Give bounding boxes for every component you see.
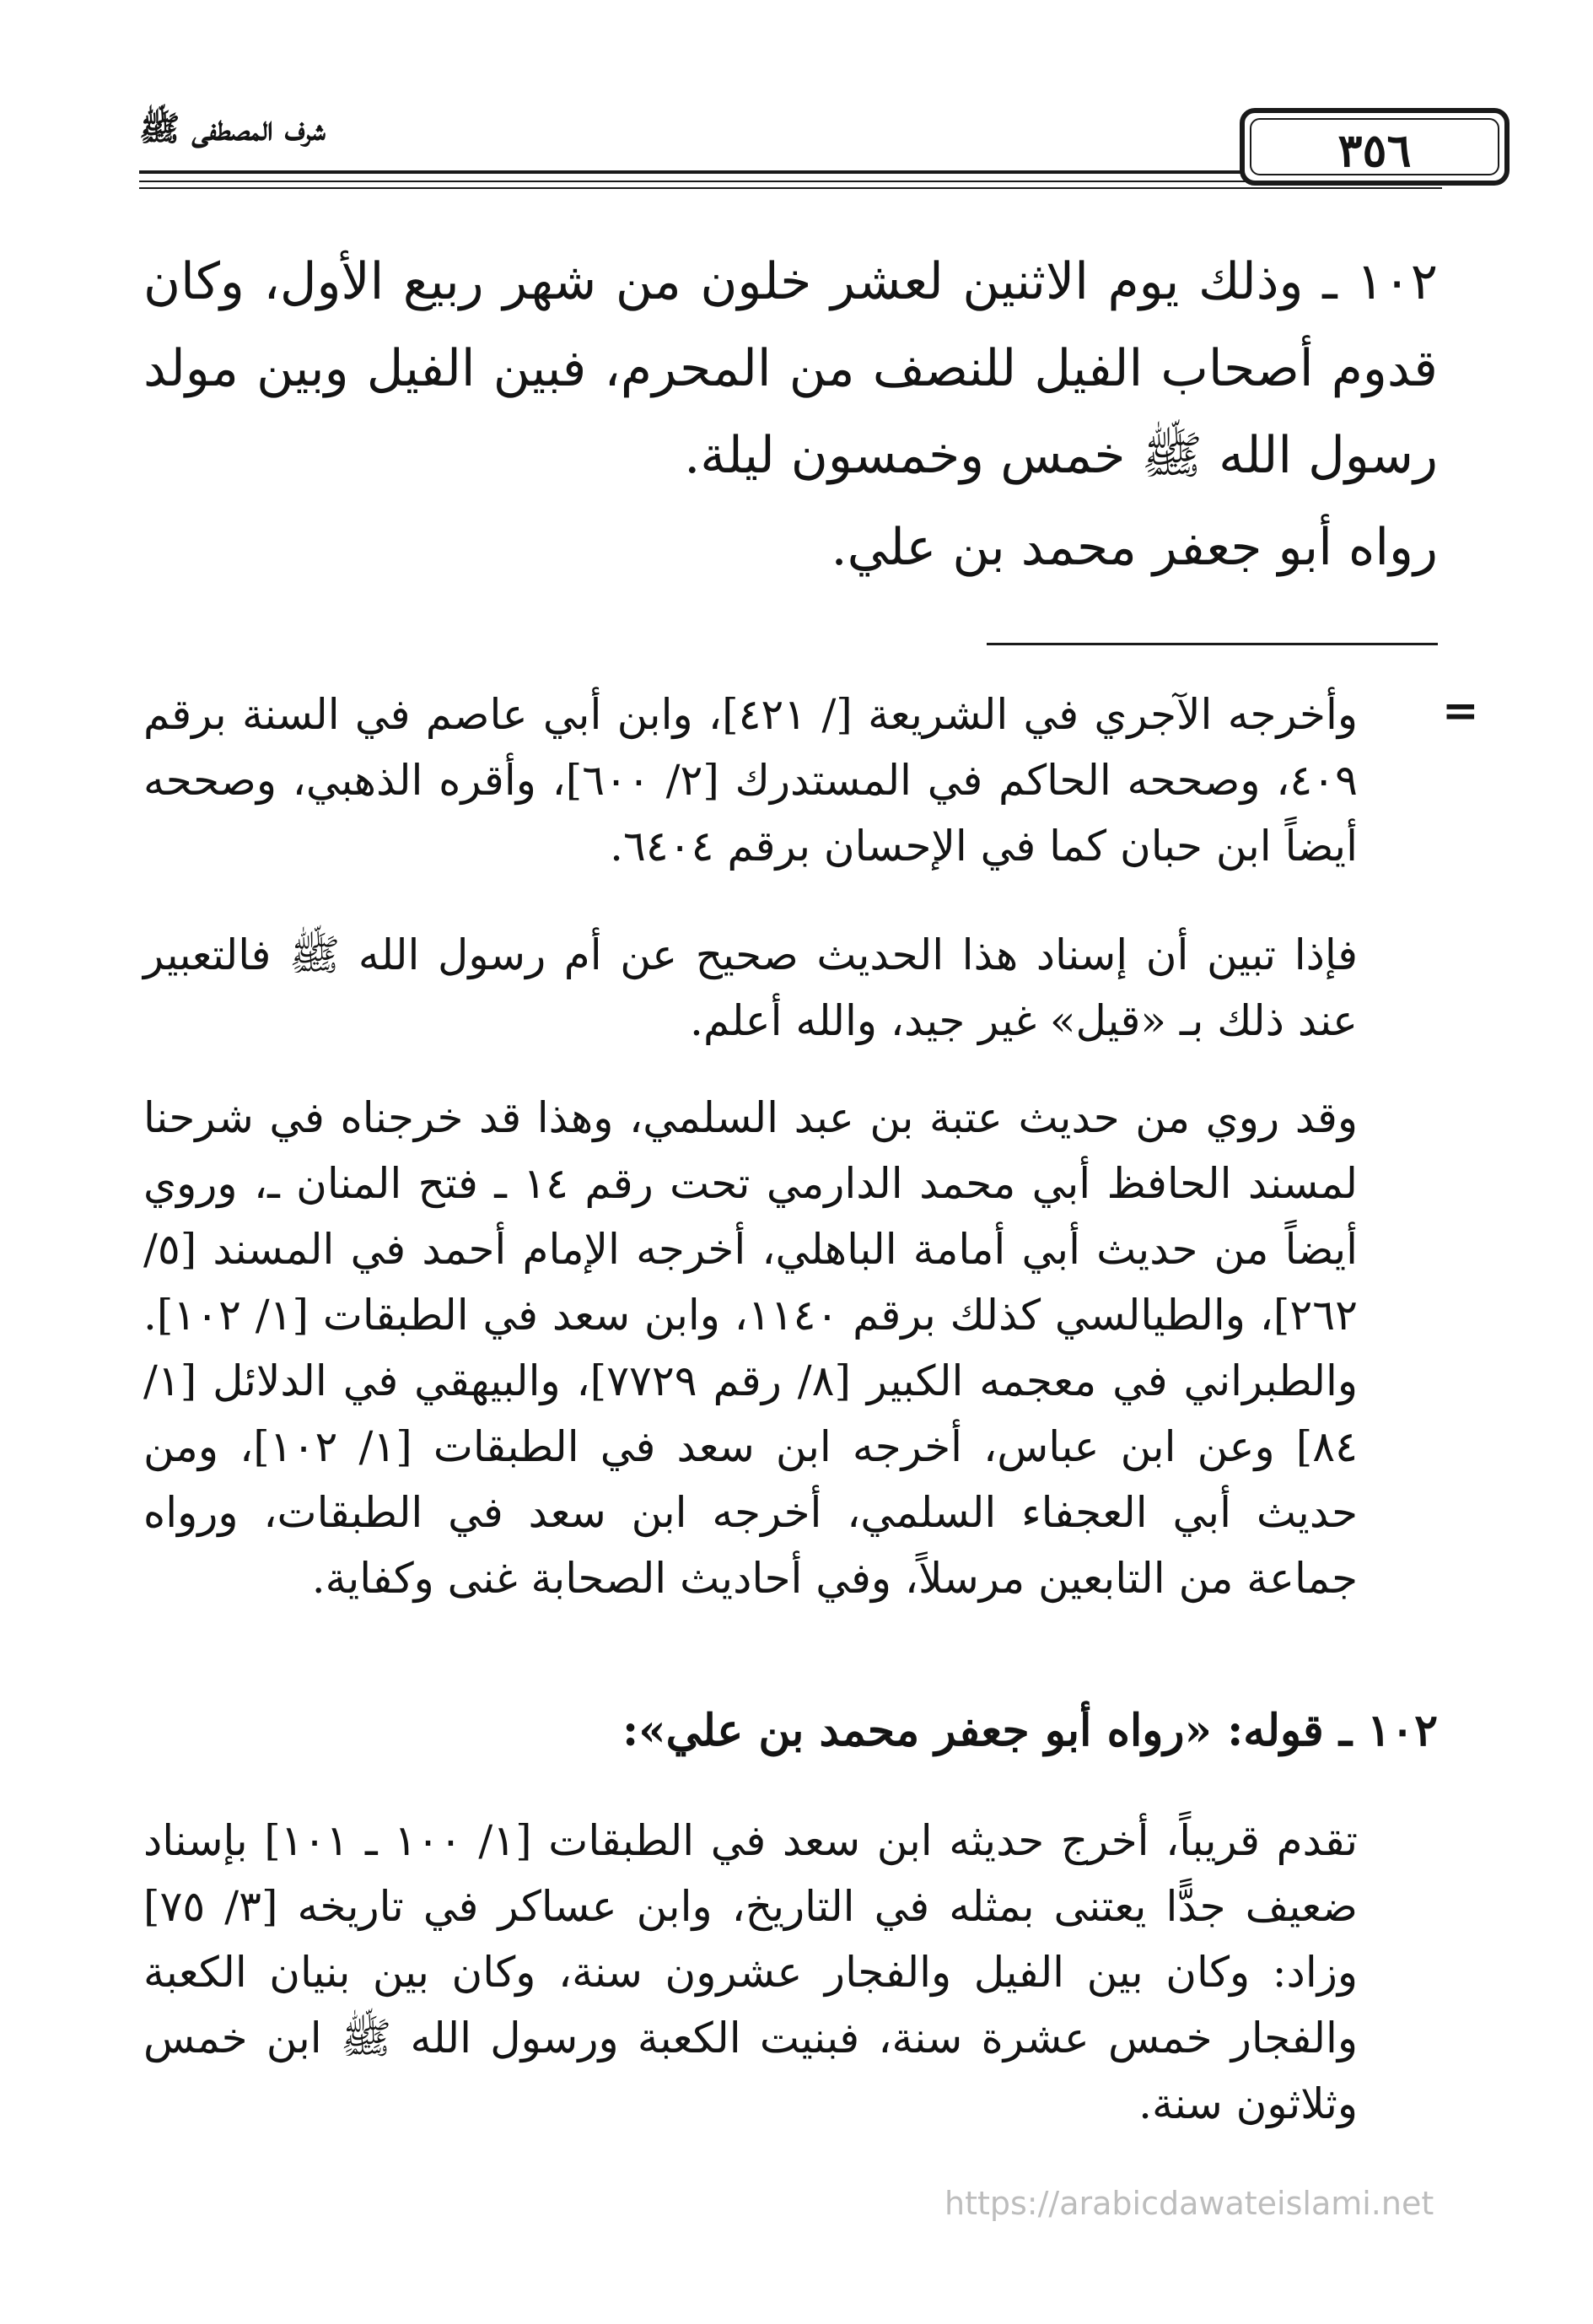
footnote-continued-mark: = <box>1442 685 1479 736</box>
footnote-paragraph-conclusion: فإذا تبين أن إسناد هذا الحديث صحيح عن أم رسول الله ﷺ فالتعبير عند ذلك بـ «قيل» غير جيد، والله أعلم. <box>143 930 1358 1045</box>
footnote-separator <box>987 643 1438 645</box>
page-header <box>139 100 1442 192</box>
footnote-paragraph-commentary: تقدم قريباً، أخرج حديثه ابن سعد في الطبقات [١/ ١٠٠ ـ ١٠١] بإسناد ضعيف جدًّا يعتنى بمثله في التاريخ، وابن عساكر في تاريخه [٣/ ٧٥] وزاد: وكان بين الفيل والفجار عشرون سنة، وكان بين بنيان الكعبة والفجار خمس عشرة سنة، فبنيت الكعبة ورسول الله ﷺ ابن خمس وثلاثون سنة. <box>143 1816 1359 2128</box>
footnote-paragraph-sources: وأخرجه الآجري في الشريعة [/ ٤٢١]، وابن أبي عاصم في السنة برقم ٤٠٩، وصححه الحاكم في المستدرك [٢/ ٦٠٠]، وأقره الذهبي، وصححه أيضاً ابن حبان كما في الإحسان برقم ٦٤٠٤. <box>143 690 1358 871</box>
footnote-paragraph-narrations: وقد روي من حديث عتبة بن عبد السلمي، وهذا قد خرجناه في شرحنا لمسند الحافظ أبي محمد الدارمي تحت رقم ١٤ ـ فتح المنان ـ، وروي أيضاً من حديث أبي أمامة الباهلي، أخرجه الإمام أحمد في المسند [٥/ ٢٦٢]، والطيالسي كذلك برقم ١١٤٠، وابن سعد في الطبقات [١/ ١٠٢]. والطبراني في معجمه الكبير [٨/ رقم ٧٧٢٩]، والبيهقي في الدلائل [١/ ٨٤] وعن ابن عباس، أخرجه ابن سعد في الطبقات [١/ ١٠٢]، ومن حديث أبي العجفاء السلمي، أخرجه ابن سعد في الطبقات، ورواه جماعة من التابعين مرسلاً، وفي أحاديث الصحابة غنى وكفاية. <box>143 1093 1359 1603</box>
website-watermark: https://arabicdawateislami.net <box>944 2185 1434 2222</box>
page-number: ٣٥٦ <box>1337 123 1412 177</box>
running-title: شرف المصطفى ﷺ <box>139 109 326 148</box>
page-number-frame <box>1240 108 1510 186</box>
footnote-heading-102: ١٠٢ ـ قوله: «رواه أبو جعفر محمد بن علي»: <box>622 1705 1438 1756</box>
main-paragraph-narrator: رواه أبو جعفر محمد بن علي. <box>831 518 1438 577</box>
header-rule-thin-lower <box>139 187 1442 189</box>
main-paragraph-102: ١٠٢ ـ وذلك يوم الاثنين لعشر خلون من شهر ربيع الأول، وكان قدوم أصحاب الفيل للنصف من المحرم، فبين الفيل وبين مولد رسول الله ﷺ خمس وخمسون ليلة. <box>143 252 1438 485</box>
